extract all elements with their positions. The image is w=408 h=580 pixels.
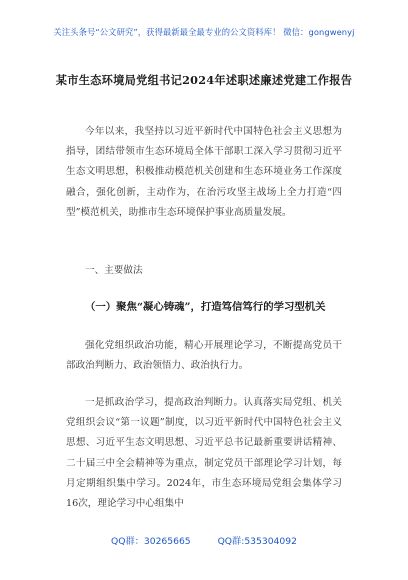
document-title: 某市生态环境局党组书记2024年述职述廉述党建工作报告 <box>55 73 353 87</box>
subsection-heading: （一）聚焦“凝心铸魂”，打造笃信笃行的学习型机关 <box>85 301 326 313</box>
footer-qq-group-1: QQ群：30265665 <box>111 536 191 547</box>
section-heading: 一、主要做法 <box>85 265 143 276</box>
intro-paragraph: 今年以来，我坚持以习近平新时代中国特色社会主义思想为指导，团结带领市生态环境局全体干部职工深入学习贯彻习近平生态文明思想，积极推动模范机关创建和生态环境业务工作深度融合，强化创新，主动作为，在治污攻坚主战场上全力打造“四型”模范机关，助推市生态环境保护事业高质量发展。 <box>66 126 342 218</box>
footer-qq-group-2: QQ群:535304092 <box>217 536 297 547</box>
body-paragraph-2: 强化党组织政治功能，精心开展理论学习，不断提高党员干部政治判断力、政治领悟力、政治执行力。 <box>66 340 342 372</box>
header-notice: 关注头条号“公文研究”，获得最新最全最专业的公文资料库！ 微信：gongwenyj <box>53 27 355 37</box>
footer-contact <box>0 533 408 547</box>
body-paragraph-3: 一是抓政治学习，提高政治判断力。认真落实局党组、机关党组织会议“第一议题”制度，以习近平新时代中国特色社会主义思想、习近平生态文明思想、习近平总书记最新重要讲话精神、二十届三中全会精神等为重点，制定党员干部理论学习计划，每月定期组织集中学习。2024年，市生态环境局党组会集体学习16次，理论学习中心组集中 <box>66 397 342 510</box>
